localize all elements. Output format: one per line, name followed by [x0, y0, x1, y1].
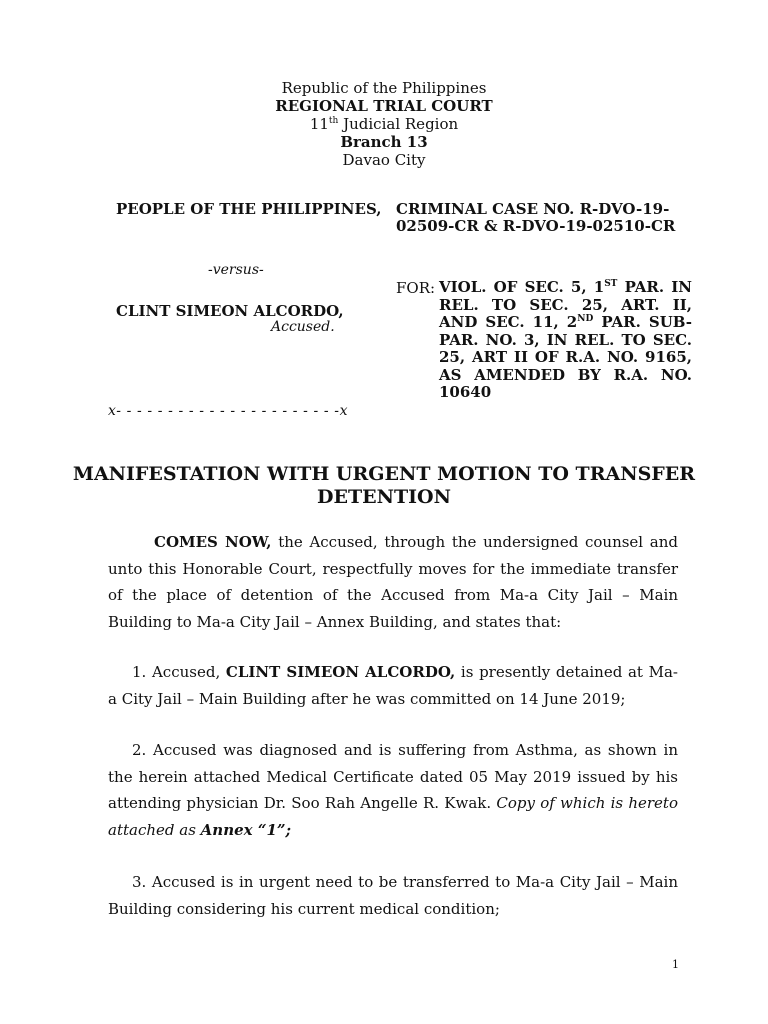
- page-number: 1: [672, 958, 679, 971]
- caption-divider: x- - - - - - - - - - - - - - - - - - - - - -x: [108, 403, 349, 419]
- case-number: CRIMINAL CASE NO. R-DVO-19-02509-CR & R-DVO-19-02510-CR: [396, 200, 676, 235]
- for-label: FOR:: [396, 279, 436, 297]
- plaintiff-name: PEOPLE OF THE PHILIPPINES,: [116, 200, 382, 218]
- header-court: REGIONAL TRIAL COURT: [275, 97, 493, 115]
- accused-name: CLINT SIMEON ALCORDO,: [116, 302, 344, 320]
- court-header: [0, 79, 768, 169]
- violation-description: VIOL. OF SEC. 5, 1ST PAR. IN REL. TO SEC. 25, ART. II, AND SEC. 11, 2ND PAR. SUB-PAR. NO. 3, IN REL. TO SEC. 25, ART II OF R.A. NO. 9165, AS AMENDED BY R.A. NO. 10640: [439, 278, 692, 401]
- header-region: 11th Judicial Region: [309, 115, 459, 133]
- intro-paragraph: COMES NOW, the Accused, through the undersigned counsel and unto this Honorable Court, respectfully moves for the immediate transfer of the place of detention of the Accused from Ma-a City Jail – Main Building to Ma-a City Jail – Annex Building, and states that:: [108, 533, 678, 631]
- header-branch: Branch 13: [340, 133, 428, 151]
- header-city: Davao City: [342, 151, 426, 169]
- header-republic: Republic of the Philippines: [281, 79, 487, 97]
- document-title: MANIFESTATION WITH URGENT MOTION TO TRANSFER DETENTION: [72, 463, 696, 508]
- paragraph-1: 1. Accused, CLINT SIMEON ALCORDO, is presently detained at Ma-a City Jail – Main Building after he was committed on 14 June 2019;: [108, 663, 678, 708]
- paragraph-3: 3. Accused is in urgent need to be transferred to Ma-a City Jail – Main Building considering his current medical condition;: [108, 873, 678, 918]
- versus-label: -versus-: [208, 262, 264, 278]
- accused-label: Accused.: [271, 319, 335, 335]
- paragraph-2: 2. Accused was diagnosed and is suffering from Asthma, as shown in the herein attached Medical Certificate dated 05 May 2019 issued by his attending physician Dr. Soo Rah Angelle R. Kwak. Copy of which is hereto attached as Annex “1”;: [108, 741, 678, 839]
